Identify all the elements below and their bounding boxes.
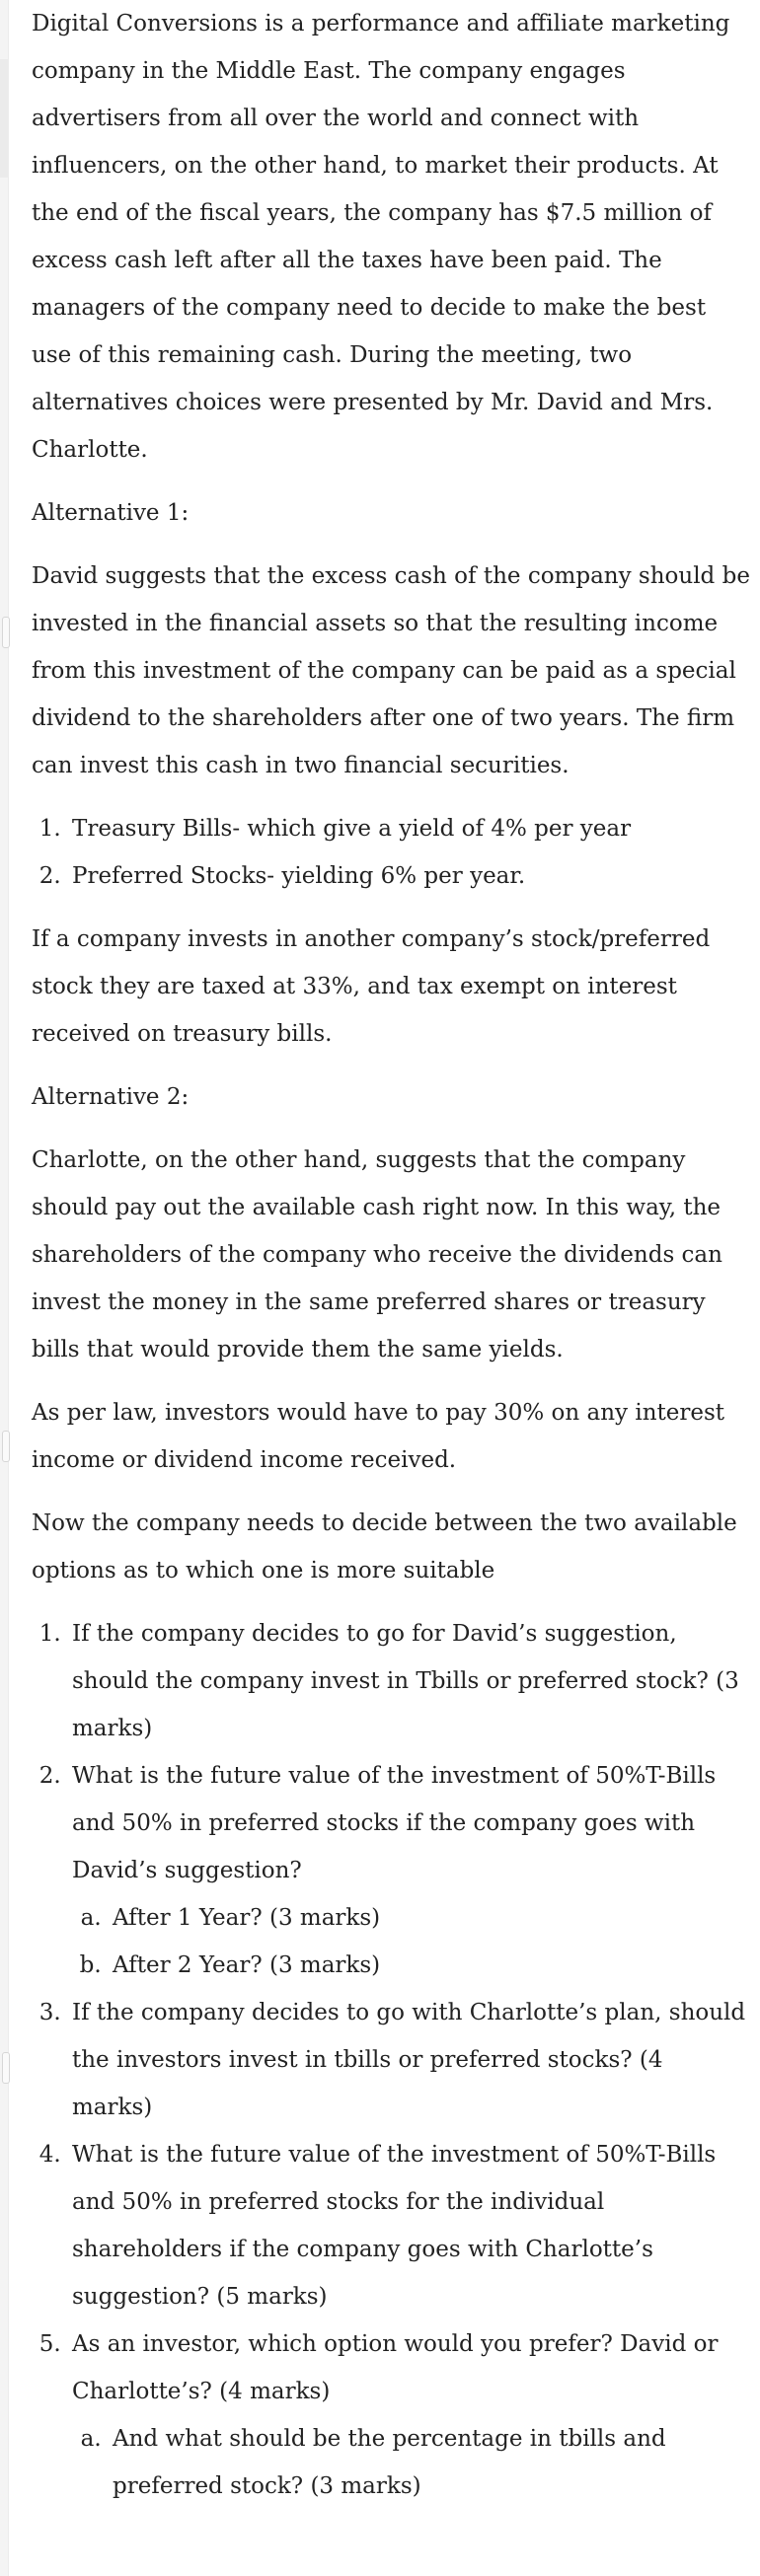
question-item	[68, 2320, 750, 2510]
question-text: As an investor, which option would you prefer? David or Charlotte’s? (4 marks)	[72, 2331, 719, 2404]
margin-shade	[0, 59, 8, 178]
alternative-1-paragraph: David suggests that the excess cash of the company should be invested in the financial assets so that the resulting income from this investment of the company can be paid as a special dividend to the shareholders after one of two years. The firm can invest this cash in two financial securities.	[32, 563, 750, 778]
question-item	[68, 1989, 750, 2131]
question-text: What is the future value of the investment of 50%T-Bills and 50% in preferred stocks if the company goes with David’s suggestion?	[72, 1763, 717, 1883]
question-item	[68, 2131, 750, 2320]
decision-paragraph: Now the company needs to decide between the two available options as to which one is more suitable	[32, 1510, 737, 1583]
sub-question-item: a. After 1 Year? (3 marks)	[109, 1894, 750, 1942]
intro-paragraph: Digital Conversions is a performance and affiliate marketing company in the Middle East. The company engages advertisers from all over the world and connect with influencers, on the other hand, to market their products. At the end of the fiscal years, the company has $7.5 million of excess cash left after all the taxes have been paid. The managers of the company need to decide to make the best use of this remaining cash. During the meeting, two alternatives choices were presented by Mr. David and Mrs. Charlotte.	[32, 11, 730, 463]
document-body	[32, 0, 750, 2510]
sub-question-list	[72, 1894, 750, 1989]
question-text: If the company decides to go with Charlotte’s plan, should the investors invest in tbills or preferred stocks? (4 marks)	[72, 2000, 746, 2120]
question-text: What is the future value of the investment of 50%T-Bills and 50% in preferred stocks for the individual shareholders if the company goes with Charlotte’s suggestion? (5 marks)	[72, 2142, 717, 2310]
question-item	[68, 1610, 750, 1752]
drag-handle-icon[interactable]	[2, 1431, 10, 1462]
alternative-1-heading: Alternative 1:	[32, 500, 190, 526]
question-item	[68, 1752, 750, 1989]
drag-handle-icon[interactable]	[2, 2052, 10, 2084]
alternative-2-heading: Alternative 2:	[32, 1084, 190, 1110]
sub-question-item: b. After 2 Year? (3 marks)	[109, 1942, 750, 1989]
list-item: 1. Treasury Bills- which give a yield of 4% per year	[68, 805, 750, 852]
tax-note-paragraph: If a company invests in another company’s stock/preferred stock they are taxed at 33%, and tax exempt on interest received on treasury bills.	[32, 926, 711, 1047]
sub-question-list	[72, 2415, 750, 2510]
sub-question-item: a. And what should be the percentage in tbills and preferred stock? (3 marks)	[109, 2415, 750, 2510]
questions-list	[32, 1610, 750, 2510]
law-paragraph: As per law, investors would have to pay 30% on any interest income or dividend income received.	[32, 1400, 725, 1473]
drag-handle-icon[interactable]	[2, 617, 10, 648]
securities-list	[32, 805, 750, 900]
question-text: If the company decides to go for David’s suggestion, should the company invest in Tbills or preferred stock? (3 marks)	[72, 1621, 739, 1741]
alternative-2-paragraph: Charlotte, on the other hand, suggests that the company should pay out the available cash right now. In this way, the shareholders of the company who receive the dividends can invest the money in the same preferred shares or treasury bills that would provide them the same yields.	[32, 1147, 722, 1362]
left-margin-bar	[0, 0, 9, 2576]
list-item: 2. Preferred Stocks- yielding 6% per year.	[68, 852, 750, 900]
